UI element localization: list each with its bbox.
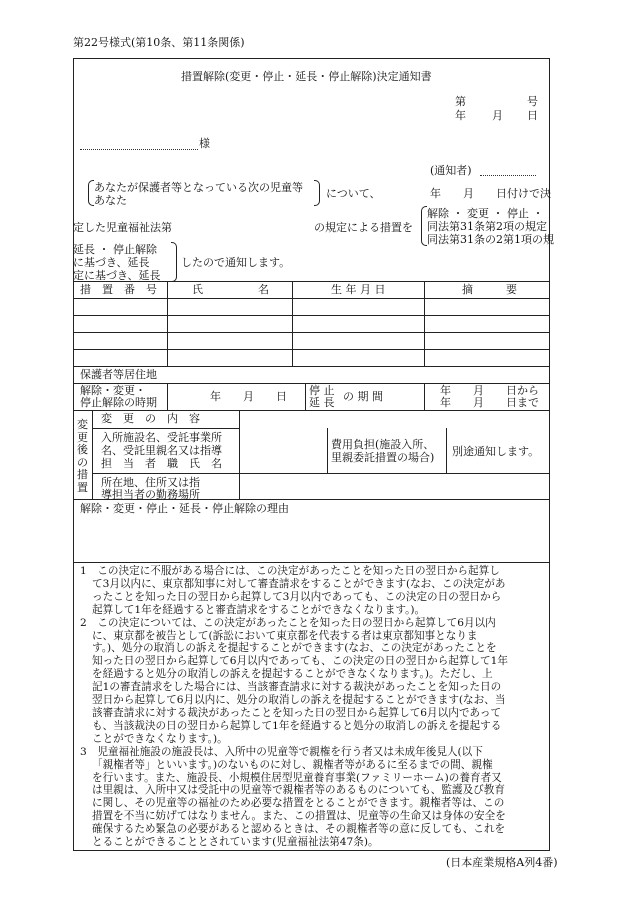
facility-label-line3: 担 当 者 職 氏 名 — [101, 457, 222, 470]
reason-field[interactable] — [76, 518, 548, 560]
note-line: とることができることとされています(児童福祉法第47条)。 — [92, 836, 379, 849]
facility-field[interactable] — [241, 430, 326, 472]
body-date-fragment: 年 月 日付けで決 — [430, 187, 551, 200]
note-line: を経過すると処分の取消しの訴えを提起することができなくなります。)。ただし、上 — [92, 668, 493, 681]
note-line: 該審査請求に対する裁決があったことを知った日の翌日から起算して6月以内であって — [92, 706, 502, 719]
header-birthdate: 生 年 月 日 — [331, 283, 386, 296]
body-line2-left: 定した児童福祉法第 — [73, 221, 172, 234]
table-row-3-number[interactable] — [74, 333, 166, 349]
note-line: に関し、その児童等の福祉のため必要な措置をとることができます。親権者等は、この — [92, 797, 505, 810]
table-row-2-number[interactable] — [74, 316, 166, 332]
after-change-char: 置 — [77, 480, 88, 494]
note-line: 起算して1年を経過すると審査請求をすることができなくなります。)。 — [92, 603, 426, 616]
brace-close-3 — [171, 242, 177, 282]
after-change-label — [76, 419, 89, 494]
note-line: 翌日から起算して6月以内に、処分の取消しの訴えを提起することができます(なお、当 — [92, 694, 506, 707]
body-line2-mid: の規定による措置を — [314, 221, 413, 234]
footer-paper-size: (日本産業規格A列4番) — [446, 856, 558, 869]
facility-label-line2: 名、受託里親名又は指導 — [101, 444, 222, 457]
note-line: に、東京都を被告として(訴訟において東京都を代表する者は東京都知事となりま — [92, 629, 478, 642]
date-day: 日 — [527, 109, 538, 122]
header-remarks: 摘 要 — [462, 283, 517, 296]
location-label-line1: 所在地、住所又は指 — [101, 476, 200, 489]
notifier-label: (通知者) — [430, 164, 472, 177]
addressee-suffix: 様 — [199, 137, 210, 150]
doc-number-dai: 第 — [455, 95, 466, 108]
body-brace2-line1: 解除 ・ 変更 ・ 停止 ・ — [427, 207, 544, 220]
suspend-label-line2: 延 長 — [309, 396, 335, 409]
note-line: 措置を不当に妨げてはなりません。また、この措置は、児童等の生命又は身体の安全を — [92, 810, 506, 823]
date-month: 月 — [492, 109, 503, 122]
body-brace1-line2: あなた — [94, 194, 127, 207]
header-name: 氏 名 — [192, 283, 269, 296]
body-brace3-line1: 延長 ・ 停止解除 — [73, 243, 157, 256]
body-brace1-line1: あなたが保護者等となっている次の児童等 — [94, 181, 303, 194]
body-brace3-line2: に基づき、延長 — [73, 256, 150, 269]
body-brace3-line3: 定に基づき、延長 — [73, 269, 161, 282]
period-from: 年 月 日から — [440, 384, 539, 397]
body-about: について、 — [326, 187, 381, 200]
period-date: 年 月 日 — [210, 390, 287, 403]
after-change-char: 措 — [77, 468, 88, 481]
note-line: 記1の審査請求をした場合には、当該審査請求に対する裁決があったことを知った日の — [92, 681, 502, 694]
cost-value: 別途通知します。 — [452, 445, 540, 458]
cost-label-line2: 里親委託措置の場合) — [331, 451, 435, 464]
notifier-field[interactable] — [480, 169, 536, 176]
suspend-label-suffix: の 期 間 — [343, 390, 383, 403]
guardian-address-label: 保護者等居住地 — [80, 368, 157, 381]
cost-label-line1: 費用負担(施設入所、 — [331, 438, 435, 451]
change-content-label: 変 更 の 内 容 — [101, 412, 200, 425]
body-closing: したので通知します。 — [181, 256, 291, 269]
note-line: 「親権者等」といいます。)のないものに対し、親権者等があるに至るまでの間、親権 — [92, 758, 493, 771]
note-line: て3月以内に、東京都知事に対して審査請求をすることができます(なお、この決定があ — [92, 577, 506, 590]
facility-label-line1: 入所施設名、受託事業所 — [101, 431, 222, 444]
after-change-char: 変 — [77, 418, 88, 431]
note-line: 2 この決定については、この決定があったことを知った日の翌日から起算して6月以内 — [80, 616, 496, 629]
reason-label: 解除・変更・停止・延長・停止解除の理由 — [80, 502, 289, 515]
header-measure-number: 措 置 番 号 — [80, 283, 157, 296]
date-year: 年 — [455, 109, 466, 122]
period-label-line1: 解除・変更・ — [80, 384, 146, 397]
note-line: を行います。また、施設長、小規模住居型児童養育事業(ファミリーホーム)の養育者又 — [92, 771, 502, 784]
doc-number-go: 号 — [527, 95, 538, 108]
table-row-1-number[interactable] — [74, 299, 166, 315]
period-label-line2: 停止解除の時期 — [80, 396, 157, 409]
after-change-char: の — [77, 455, 88, 469]
location-field[interactable] — [241, 475, 548, 498]
period-to: 年 月 日まで — [440, 396, 539, 409]
location-label-line2: 導担当者の勤務場所 — [101, 488, 200, 501]
addressee-field[interactable] — [80, 139, 198, 150]
form-number: 第22号様式(第10条、第11条関係) — [73, 36, 245, 49]
guardian-address-field[interactable] — [170, 367, 548, 382]
suspend-label-line1: 停 止 — [309, 384, 335, 397]
document-title: 措置解除(変更・停止・延長・停止解除)決定通知書 — [181, 70, 432, 83]
table-row-4-number[interactable] — [74, 350, 166, 366]
change-content-field[interactable] — [241, 411, 548, 427]
after-change-char: 更 — [77, 430, 88, 444]
note-line: は里親は、入所中又は受託中の児童等で親権者等のあるものについても、監護及び教育 — [92, 784, 505, 797]
note-line: ことができなくなります。)。 — [92, 732, 228, 745]
body-brace2-line3: 同法第31条の2第1項の規 — [427, 233, 554, 246]
note-line: 3 児童福祉施設の施設長は、入所中の児童等で親権を行う者又は未成年後見人(以下 — [80, 745, 483, 758]
note-line: す。)、処分の取消しの訴えを提起することができます(なお、この決定があったことを — [92, 642, 497, 655]
note-line: 確保するため緊急の必要があると認めるときは、その親権者等の意に反しても、これを — [92, 823, 506, 836]
note-line: 知った日の翌日から起算して6月以内であっても、この決定の日の翌日から起算して1年 — [92, 655, 508, 668]
body-brace2-line2: 同法第31条第2項の規定 — [427, 220, 547, 233]
note-line: ったことを知った日の翌日から起算して3月以内であっても、この決定の日の翌日から — [92, 590, 502, 603]
brace-close-1 — [314, 180, 320, 206]
notes-block — [80, 565, 508, 849]
after-change-char: 後 — [77, 443, 88, 456]
note-line: も、当該裁決の日の翌日から起算して1年を経過すると処分の取消しの訴えを提起する — [92, 719, 502, 732]
note-line: 1 この決定に不服がある場合には、この決定があったことを知った日の翌日から起算し — [80, 565, 500, 577]
